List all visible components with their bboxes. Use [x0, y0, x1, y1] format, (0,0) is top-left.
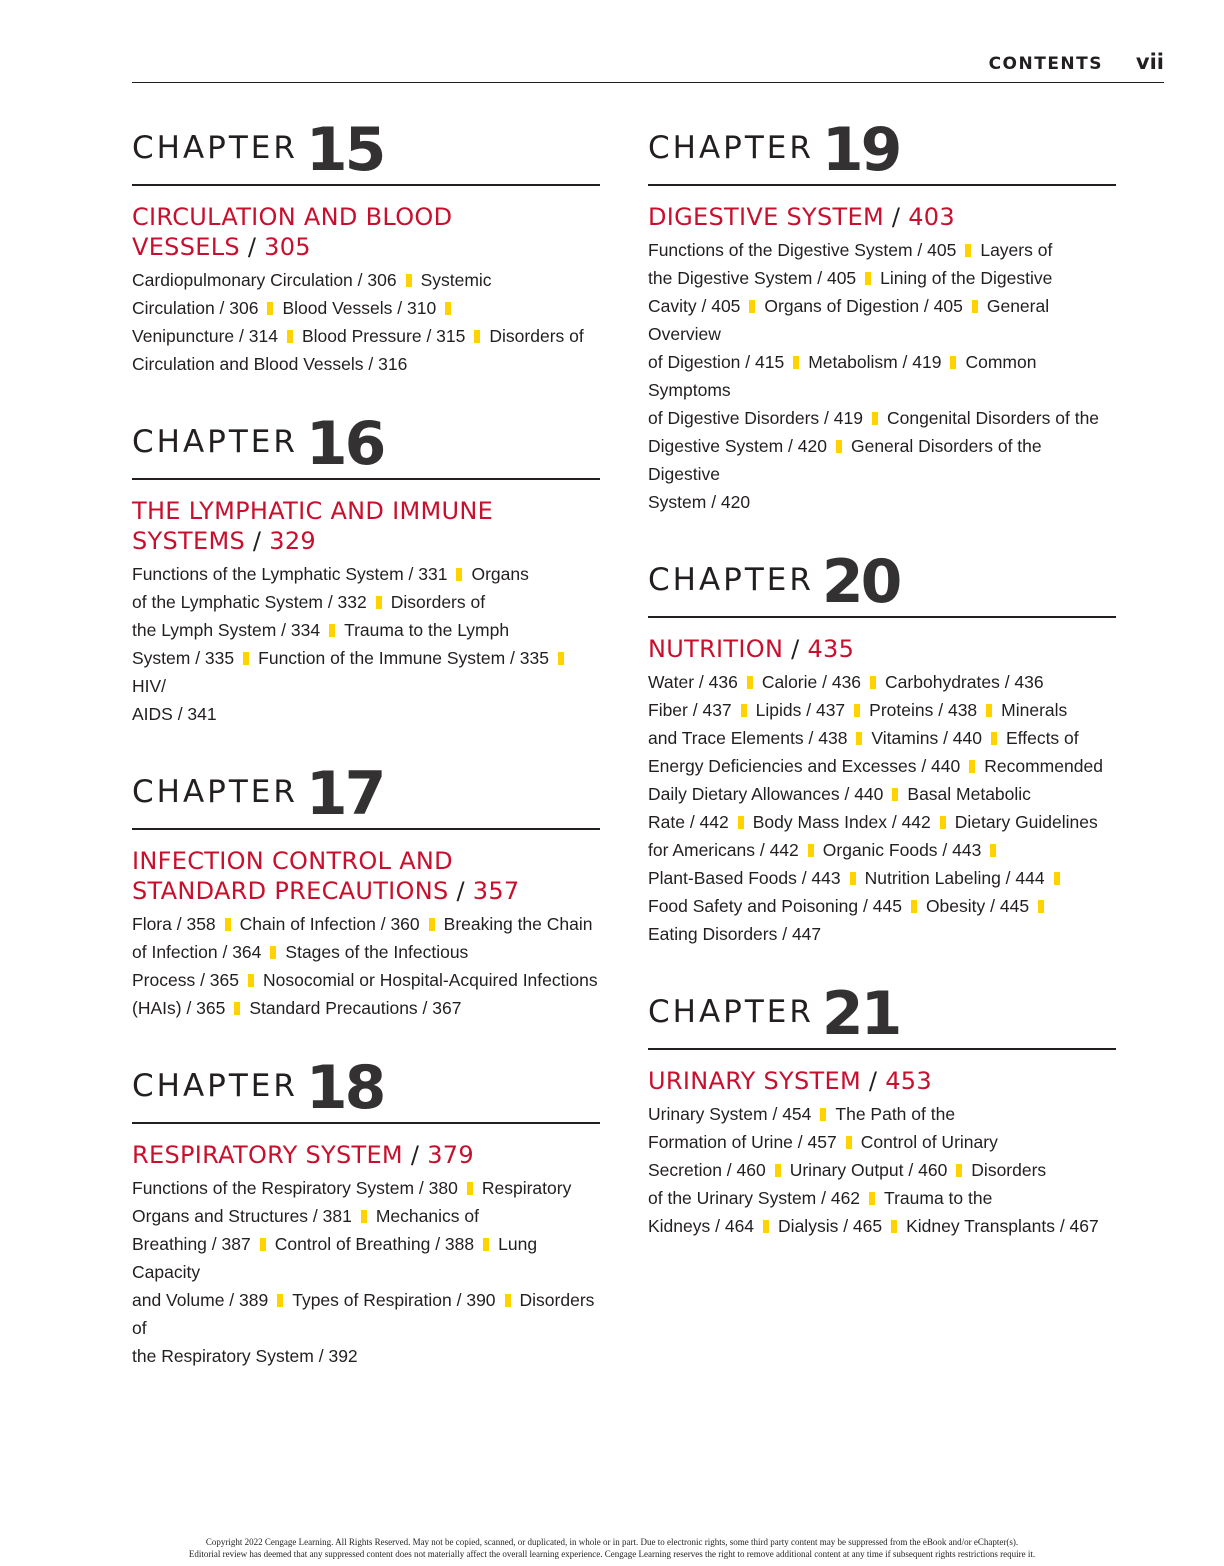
topic-line [132, 350, 600, 378]
topic-entry[interactable]: Control of Breathing / 388 [274, 1234, 475, 1254]
chapter-title-line: URINARY SYSTEM [648, 1067, 861, 1095]
topic-list [132, 266, 600, 378]
topic-entry[interactable]: Carbohydrates / 436 [885, 672, 1044, 692]
topic-entry[interactable]: Body Mass Index / 442 [752, 812, 931, 832]
topic-line [648, 892, 1116, 920]
title-separator: / [245, 527, 270, 555]
chapter-title[interactable] [132, 846, 600, 906]
topic-line [648, 404, 1116, 432]
topic-line [648, 1128, 1116, 1156]
topic-entry[interactable]: The Path of the [835, 1104, 956, 1124]
chapter-title[interactable] [648, 634, 1116, 664]
chapter-page-number: 329 [269, 527, 316, 555]
topic-line [132, 294, 600, 322]
title-separator: / [883, 203, 909, 231]
topic-line [648, 668, 1116, 696]
topic-list [132, 560, 600, 728]
topic-entry[interactable]: Blood Vessels / 310 [282, 298, 437, 318]
yellow-bullet-icon [287, 330, 293, 343]
chapter-title-line: DIGESTIVE SYSTEM [648, 203, 884, 231]
yellow-bullet-icon [749, 300, 755, 313]
topic-entry[interactable]: Chain of Infection / 360 [239, 914, 420, 934]
topic-entry[interactable]: Respiratory [481, 1178, 572, 1198]
yellow-bullet-icon [872, 412, 878, 425]
topic-entry[interactable]: Stages of the Infectious [285, 942, 469, 962]
chapter-number: 20 [821, 547, 900, 617]
title-separator: / [239, 233, 265, 261]
yellow-bullet-icon [836, 440, 842, 453]
chapter-title-line: THE LYMPHATIC AND IMMUNE [132, 497, 494, 525]
yellow-bullet-icon [445, 302, 451, 315]
topic-entry[interactable]: Metabolism / 419 [808, 352, 942, 372]
yellow-bullet-icon [1038, 900, 1044, 913]
topic-line [132, 1342, 600, 1370]
chapter-page-number: 379 [427, 1141, 474, 1169]
yellow-bullet-icon [270, 946, 276, 959]
yellow-bullet-icon [991, 732, 997, 745]
yellow-bullet-icon [741, 704, 747, 717]
topic-line [648, 488, 1116, 516]
yellow-bullet-icon [267, 302, 273, 315]
yellow-bullet-icon [950, 356, 956, 369]
topic-entry[interactable]: Energy Deficiencies and Excesses / 440 [648, 756, 961, 776]
chapter-block [648, 979, 1116, 1240]
page-number: vii [1135, 50, 1164, 74]
topic-entry[interactable]: Breathing / 387 [132, 1234, 251, 1254]
topic-line [648, 1212, 1116, 1240]
chapter-title[interactable] [648, 1066, 1116, 1096]
topic-entry[interactable]: Process / 365 [132, 970, 239, 990]
chapter-label: CHAPTER [132, 774, 298, 810]
topic-line [648, 780, 1116, 808]
topic-entry[interactable]: Lung Capacity [132, 1234, 538, 1282]
chapter-block [648, 115, 1116, 516]
topic-line [132, 938, 600, 966]
topic-entry[interactable]: of Digestion / 415 [648, 352, 785, 372]
chapter-title-line: STANDARD PRECAUTIONS [132, 877, 449, 905]
yellow-bullet-icon [820, 1108, 826, 1121]
yellow-bullet-icon [474, 330, 480, 343]
topic-entry[interactable]: Calorie / 436 [761, 672, 862, 692]
chapter-page-number: 305 [264, 233, 311, 261]
yellow-bullet-icon [850, 872, 856, 885]
yellow-bullet-icon [505, 1294, 511, 1307]
yellow-bullet-icon [1054, 872, 1060, 885]
topic-list [648, 668, 1116, 948]
topic-entry[interactable]: AIDS / 341 [132, 704, 217, 724]
topic-line [132, 910, 600, 938]
yellow-bullet-icon [467, 1182, 473, 1195]
topic-entry[interactable]: Obesity / 445 [925, 896, 1030, 916]
chapter-page-number: 403 [908, 203, 955, 231]
yellow-bullet-icon [234, 1002, 240, 1015]
topic-line [132, 994, 600, 1022]
topic-entry[interactable]: HIV/ [132, 676, 167, 696]
chapter-title[interactable] [132, 496, 600, 556]
topic-line [132, 322, 600, 350]
topic-entry[interactable]: of the Lymphatic System / 332 [132, 592, 367, 612]
title-separator: / [860, 1067, 886, 1095]
topic-entry[interactable]: Disorders of [489, 326, 584, 346]
yellow-bullet-icon [558, 652, 564, 665]
chapter-block [648, 547, 1116, 948]
chapter-heading [132, 409, 600, 480]
topic-entry[interactable]: Standard Precautions / 367 [249, 998, 462, 1018]
topic-line [648, 432, 1116, 488]
topic-entry[interactable]: Venipuncture / 314 [132, 326, 278, 346]
chapter-block [132, 115, 600, 378]
yellow-bullet-icon [808, 844, 814, 857]
yellow-bullet-icon [361, 1210, 367, 1223]
topic-entry[interactable]: Disorders [971, 1160, 1047, 1180]
topic-entry[interactable]: Cavity / 405 [648, 296, 741, 316]
topic-line [648, 836, 1116, 864]
copyright-footer [0, 1536, 1224, 1560]
chapter-heading [648, 547, 1116, 618]
topic-line [648, 808, 1116, 836]
topic-entry[interactable]: Circulation and Blood Vessels / 316 [132, 354, 408, 374]
chapter-label: CHAPTER [132, 1068, 298, 1104]
topic-line [648, 236, 1116, 264]
topic-entry[interactable]: Basal Metabolic [907, 784, 1031, 804]
yellow-bullet-icon [870, 676, 876, 689]
topic-entry[interactable]: Organs and Structures / 381 [132, 1206, 352, 1226]
topic-entry[interactable]: Recommended [984, 756, 1103, 776]
topic-entry[interactable]: of Digestive Disorders / 419 [648, 408, 863, 428]
chapter-label: CHAPTER [648, 994, 814, 1030]
topic-entry[interactable]: of Infection / 364 [132, 942, 262, 962]
topic-line [648, 696, 1116, 724]
yellow-bullet-icon [911, 900, 917, 913]
chapter-title-line: RESPIRATORY SYSTEM [132, 1141, 403, 1169]
topic-line [132, 560, 600, 588]
topic-line [648, 864, 1116, 892]
topic-line [132, 966, 600, 994]
topic-entry[interactable]: Common Symptoms [648, 352, 1037, 400]
topic-entry[interactable]: Organs of Digestion / 405 [764, 296, 963, 316]
yellow-bullet-icon [277, 1294, 283, 1307]
topic-entry[interactable]: System / 420 [648, 492, 751, 512]
yellow-bullet-icon [329, 624, 335, 637]
topic-entry[interactable]: Functions of the Digestive System / 405 [648, 240, 957, 260]
topic-entry[interactable]: Types of Respiration / 390 [292, 1290, 496, 1310]
yellow-bullet-icon [775, 1164, 781, 1177]
yellow-bullet-icon [869, 1192, 875, 1205]
topic-line [648, 1184, 1116, 1212]
copyright-line-1: Copyright 2022 Cengage Learning. All Rights Reserved. May not be copied, scanned, or duplicated, in whole or in part. Due to electronic rights, some third party content may be suppressed from the eBook and/or eChapter(s). [205, 1537, 1019, 1547]
topic-entry[interactable]: Urinary System / 454 [648, 1104, 812, 1124]
topic-entry[interactable]: Nutrition Labeling / 444 [864, 868, 1045, 888]
topic-entry[interactable]: Layers of [980, 240, 1053, 260]
chapter-label: CHAPTER [648, 130, 814, 166]
topic-entry[interactable]: Effects of [1006, 728, 1079, 748]
topic-entry[interactable]: Nosocomial or Hospital-Acquired Infections [263, 970, 598, 990]
topic-line [648, 920, 1116, 948]
yellow-bullet-icon [738, 816, 744, 829]
topic-entry[interactable]: the Respiratory System / 392 [132, 1346, 358, 1366]
topic-line [132, 266, 600, 294]
topic-list [648, 236, 1116, 516]
topic-entry[interactable]: Systemic [420, 270, 492, 290]
topic-list [648, 1100, 1116, 1240]
topic-entry[interactable]: Formation of Urine / 457 [648, 1132, 837, 1152]
topic-entry[interactable]: Disorders of [390, 592, 486, 612]
chapter-title-line: NUTRITION [648, 635, 784, 663]
right-column [648, 115, 1116, 1274]
topic-entry[interactable]: Daily Dietary Allowances / 440 [648, 784, 884, 804]
running-head: CONTENTS [988, 54, 1103, 74]
topic-entry[interactable]: Fiber / 437 [648, 700, 732, 720]
yellow-bullet-icon [260, 1238, 266, 1251]
yellow-bullet-icon [243, 652, 249, 665]
topic-line [648, 348, 1116, 404]
yellow-bullet-icon [940, 816, 946, 829]
yellow-bullet-icon [747, 676, 753, 689]
topic-entry[interactable]: Rate / 442 [648, 812, 729, 832]
topic-entry[interactable]: Eating Disorders / 447 [648, 924, 822, 944]
chapter-number: 17 [305, 759, 384, 829]
chapter-heading [648, 979, 1116, 1050]
topic-entry[interactable]: General Overview [648, 296, 1050, 344]
topic-entry[interactable]: the Lymph System / 334 [132, 620, 321, 640]
topic-entry[interactable]: General Disorders of the Digestive [648, 436, 1042, 484]
topic-line [648, 292, 1116, 348]
yellow-bullet-icon [376, 596, 382, 609]
yellow-bullet-icon [891, 1220, 897, 1233]
title-separator: / [402, 1141, 428, 1169]
topic-entry[interactable]: Mechanics of [375, 1206, 479, 1226]
topic-entry[interactable]: (HAIs) / 365 [132, 998, 226, 1018]
topic-line [132, 616, 600, 644]
topic-entry[interactable]: Trauma to the Lymph [344, 620, 510, 640]
topic-entry[interactable]: Trauma to the [884, 1188, 993, 1208]
yellow-bullet-icon [990, 844, 996, 857]
yellow-bullet-icon [846, 1136, 852, 1149]
chapter-title-line: VESSELS [132, 233, 240, 261]
topic-line [648, 752, 1116, 780]
topic-entry[interactable]: Kidney Transplants / 467 [906, 1216, 1099, 1236]
chapter-heading [132, 1053, 600, 1124]
topic-entry[interactable]: Digestive System / 420 [648, 436, 827, 456]
copyright-line-2: Editorial review has deemed that any suppressed content does not materially affect the overall learning experience. Cengage Learning reserves the right to remove additional content at any time if subsequent rights restrictions require it. [188, 1549, 1036, 1559]
yellow-bullet-icon [986, 704, 992, 717]
chapter-label: CHAPTER [648, 562, 814, 598]
topic-entry[interactable]: and Trace Elements / 438 [648, 728, 848, 748]
topic-entry[interactable]: Urinary Output / 460 [789, 1160, 948, 1180]
yellow-bullet-icon [956, 1164, 962, 1177]
topic-entry[interactable]: Function of the Immune System / 335 [258, 648, 549, 668]
topic-line [648, 264, 1116, 292]
chapter-title-line: SYSTEMS [132, 527, 245, 555]
chapter-title[interactable] [648, 202, 1116, 232]
chapter-number: 21 [821, 979, 900, 1049]
chapter-number: 19 [821, 115, 900, 185]
title-separator: / [448, 877, 473, 905]
topic-entry[interactable]: Minerals [1001, 700, 1068, 720]
topic-entry[interactable]: Functions of the Respiratory System / 380 [132, 1178, 458, 1198]
yellow-bullet-icon [854, 704, 860, 717]
chapter-heading [132, 759, 600, 830]
yellow-bullet-icon [965, 244, 971, 257]
topic-entry[interactable]: Lining of the Digestive [880, 268, 1053, 288]
topic-entry[interactable]: Kidneys / 464 [648, 1216, 755, 1236]
topic-entry[interactable]: Proteins / 438 [869, 700, 978, 720]
chapter-page-number: 435 [807, 635, 855, 663]
topic-entry[interactable]: Blood Pressure / 315 [301, 326, 466, 346]
topic-line [132, 700, 600, 728]
topic-entry[interactable]: Flora / 358 [132, 914, 216, 934]
yellow-bullet-icon [406, 274, 412, 287]
topic-entry[interactable]: Congenital Disorders of the [886, 408, 1100, 428]
chapter-heading [132, 115, 600, 186]
chapter-page-number: 357 [472, 877, 520, 905]
chapter-block [132, 1053, 600, 1370]
topic-entry[interactable]: of the Urinary System / 462 [648, 1188, 861, 1208]
chapter-block [132, 759, 600, 1022]
topic-entry[interactable]: for Americans / 442 [648, 840, 799, 860]
page-header [132, 48, 1164, 83]
topic-line [132, 1174, 600, 1202]
yellow-bullet-icon [483, 1238, 489, 1251]
topic-line [132, 588, 600, 616]
chapter-label: CHAPTER [132, 424, 298, 460]
topic-line [648, 1100, 1116, 1128]
yellow-bullet-icon [429, 918, 435, 931]
topic-entry[interactable]: and Volume / 389 [132, 1290, 269, 1310]
yellow-bullet-icon [763, 1220, 769, 1233]
yellow-bullet-icon [456, 568, 462, 581]
topic-entry[interactable]: Plant-Based Foods / 443 [648, 868, 841, 888]
yellow-bullet-icon [865, 272, 871, 285]
chapter-heading [648, 115, 1116, 186]
topic-list [132, 910, 600, 1022]
topic-entry[interactable]: the Digestive System / 405 [648, 268, 857, 288]
topic-entry[interactable]: Organic Foods / 443 [822, 840, 982, 860]
topic-entry[interactable]: Breaking the Chain [443, 914, 593, 934]
topic-entry[interactable]: System / 335 [132, 648, 235, 668]
topic-line [132, 644, 600, 700]
topic-entry[interactable]: Circulation / 306 [132, 298, 259, 318]
topic-line [132, 1286, 600, 1342]
yellow-bullet-icon [969, 760, 975, 773]
yellow-bullet-icon [248, 974, 254, 987]
topic-line [648, 724, 1116, 752]
chapter-number: 16 [305, 409, 384, 479]
topic-entry[interactable]: Cardiopulmonary Circulation / 306 [132, 270, 397, 290]
topic-entry[interactable]: Vitamins / 440 [871, 728, 982, 748]
topic-line [132, 1202, 600, 1230]
topic-entry[interactable]: Dialysis / 465 [778, 1216, 883, 1236]
topic-entry[interactable]: Dietary Guidelines [954, 812, 1098, 832]
yellow-bullet-icon [225, 918, 231, 931]
chapter-page-number: 453 [885, 1067, 932, 1095]
yellow-bullet-icon [793, 356, 799, 369]
topic-entry[interactable]: Food Safety and Poisoning / 445 [648, 896, 902, 916]
topic-entry[interactable]: Water / 436 [648, 672, 738, 692]
topic-entry[interactable]: Organs [471, 564, 529, 584]
topic-entry[interactable]: Lipids / 437 [755, 700, 846, 720]
yellow-bullet-icon [892, 788, 898, 801]
topic-entry[interactable]: Disorders of [132, 1290, 595, 1338]
topic-entry[interactable]: Control of Urinary [860, 1132, 998, 1152]
chapter-title-line: INFECTION CONTROL AND [132, 847, 453, 875]
chapter-number: 15 [305, 115, 384, 185]
topic-list [132, 1174, 600, 1370]
topic-entry[interactable]: Secretion / 460 [648, 1160, 766, 1180]
topic-line [132, 1230, 600, 1286]
chapter-label: CHAPTER [132, 130, 298, 166]
yellow-bullet-icon [972, 300, 978, 313]
chapter-block [132, 409, 600, 728]
chapter-title[interactable] [132, 1140, 600, 1170]
yellow-bullet-icon [856, 732, 862, 745]
topic-entry[interactable]: Functions of the Lymphatic System / 331 [132, 564, 448, 584]
chapter-title-line: CIRCULATION AND BLOOD [132, 203, 453, 231]
chapter-number: 18 [305, 1053, 384, 1123]
topic-line [648, 1156, 1116, 1184]
left-column [132, 115, 600, 1404]
title-separator: / [783, 635, 808, 663]
chapter-title[interactable] [132, 202, 600, 262]
